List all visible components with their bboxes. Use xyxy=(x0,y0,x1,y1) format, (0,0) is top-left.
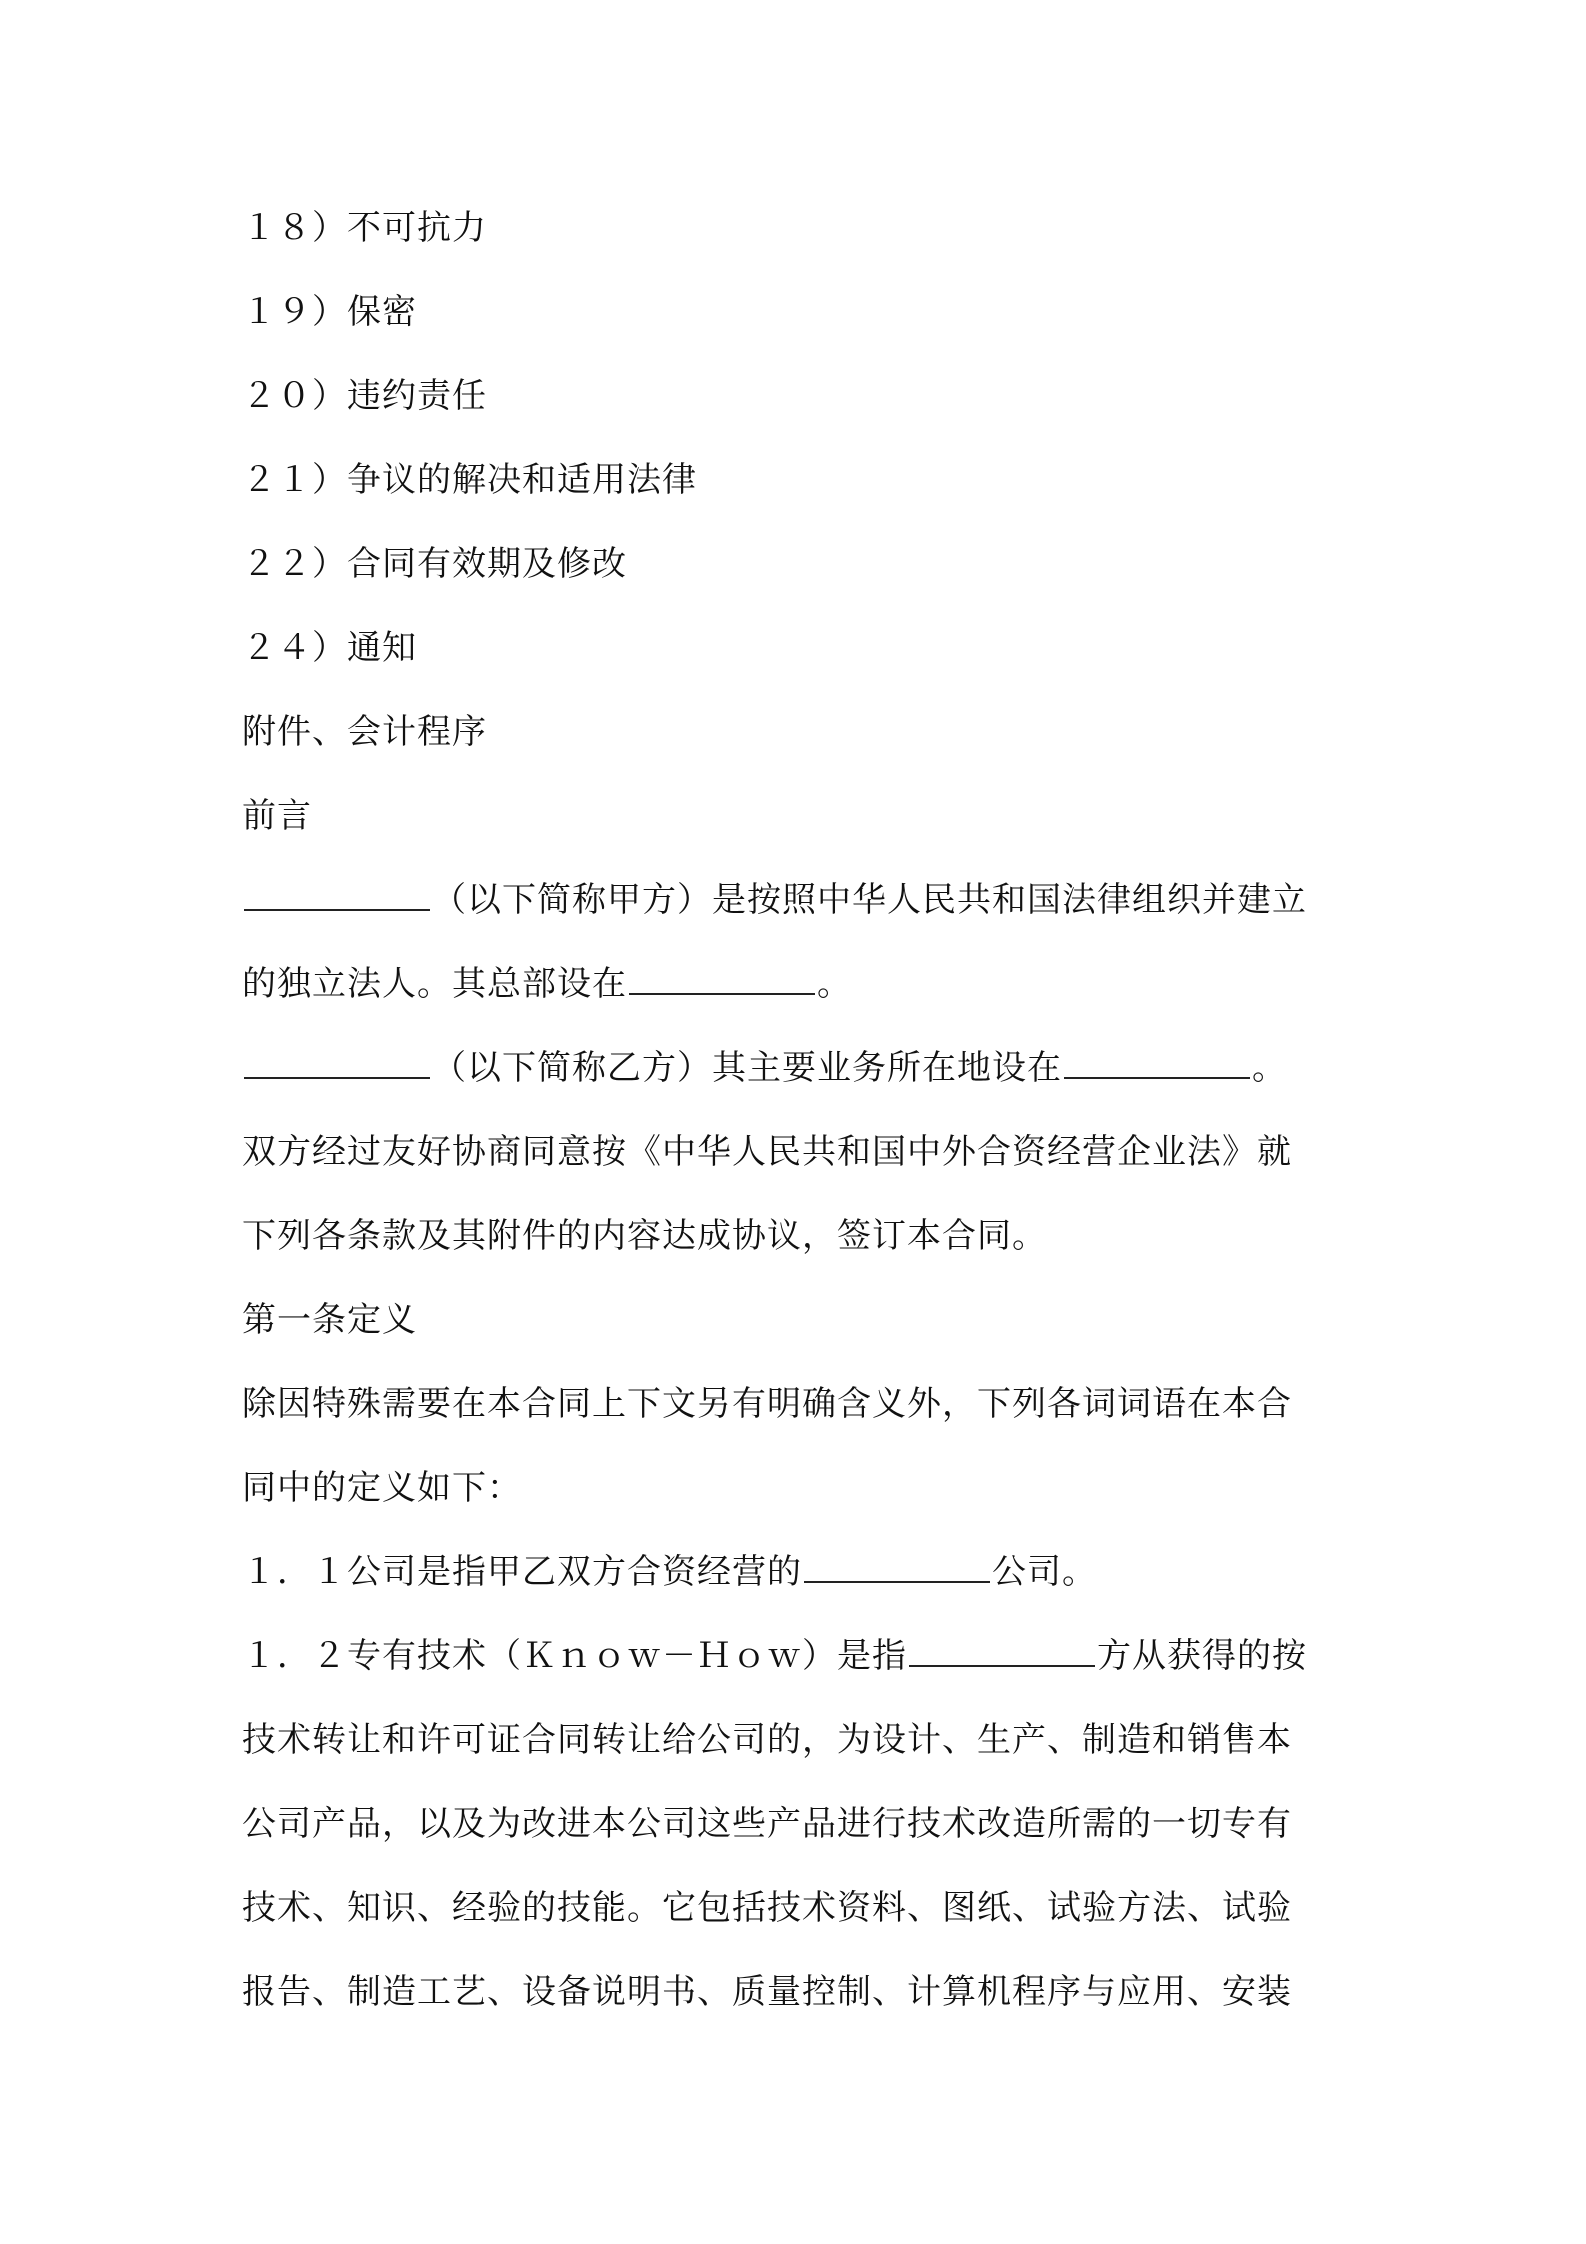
preface-para1-text: （以下简称甲方）是按照中华人民共和国法律组织并建立 xyxy=(432,880,1307,920)
article1-title: 第一条定义 xyxy=(242,1300,417,1340)
blank-party-a-name xyxy=(244,877,430,911)
definition-1-2-text: １．２专有技术（Ｋｎｏｗ－Ｈｏｗ）是指 xyxy=(242,1636,907,1676)
preface-para1-line2-text: 的独立法人。其总部设在 xyxy=(242,964,627,1004)
preface-para3-line2: 下列各条款及其附件的内容达成协议，签订本合同。 xyxy=(242,1216,1047,1256)
definition-1-2-line1 xyxy=(242,1632,1362,1680)
blank-company-name xyxy=(804,1549,990,1583)
preface-para3-line1: 双方经过友好协商同意按《中华人民共和国中外合资经营企业法》就 xyxy=(242,1132,1292,1172)
blank-party-b-name xyxy=(244,1045,430,1079)
preface-title: 前言 xyxy=(242,796,312,836)
toc-item-21: ２１）争议的解决和适用法律 xyxy=(242,460,697,500)
preface-para1-line1 xyxy=(242,876,1362,924)
definition-1-2-line3: 公司产品，以及为改进本公司这些产品进行技术改造所需的一切专有 xyxy=(242,1804,1292,1844)
definition-1-1-text: １．１公司是指甲乙双方合资经营的 xyxy=(242,1552,802,1592)
toc-item-20: ２０）违约责任 xyxy=(242,376,487,416)
definition-1-2-end: 方从获得的按 xyxy=(1097,1636,1307,1676)
appendix-line: 附件、会计程序 xyxy=(242,712,487,752)
definition-1-1 xyxy=(242,1548,1362,1596)
blank-party-b-location xyxy=(1064,1045,1250,1079)
definition-1-2-line2: 技术转让和许可证合同转让给公司的，为设计、生产、制造和销售本 xyxy=(242,1720,1292,1760)
toc-item-22: ２２）合同有效期及修改 xyxy=(242,544,627,584)
blank-technology-party xyxy=(909,1633,1095,1667)
toc-item-19: １９）保密 xyxy=(242,292,417,332)
preface-para1-end: 。 xyxy=(817,964,852,1004)
definition-1-2-line4: 技术、知识、经验的技能。它包括技术资料、图纸、试验方法、试验 xyxy=(242,1888,1292,1928)
blank-party-a-hq xyxy=(629,961,815,995)
article1-intro-line2: 同中的定义如下： xyxy=(242,1468,522,1508)
toc-item-24: ２４）通知 xyxy=(242,628,417,668)
toc-item-18: １８）不可抗力 xyxy=(242,208,487,248)
preface-para2 xyxy=(242,1044,1362,1092)
definition-1-1-end: 公司。 xyxy=(992,1552,1097,1592)
preface-para1-line2 xyxy=(242,960,1362,1008)
definition-1-2-line5: 报告、制造工艺、设备说明书、质量控制、计算机程序与应用、安装 xyxy=(242,1972,1292,2012)
preface-para2-end: 。 xyxy=(1252,1048,1287,1088)
article1-intro-line1: 除因特殊需要在本合同上下文另有明确含义外，下列各词词语在本合 xyxy=(242,1384,1292,1424)
preface-para2-text: （以下简称乙方）其主要业务所在地设在 xyxy=(432,1048,1062,1088)
